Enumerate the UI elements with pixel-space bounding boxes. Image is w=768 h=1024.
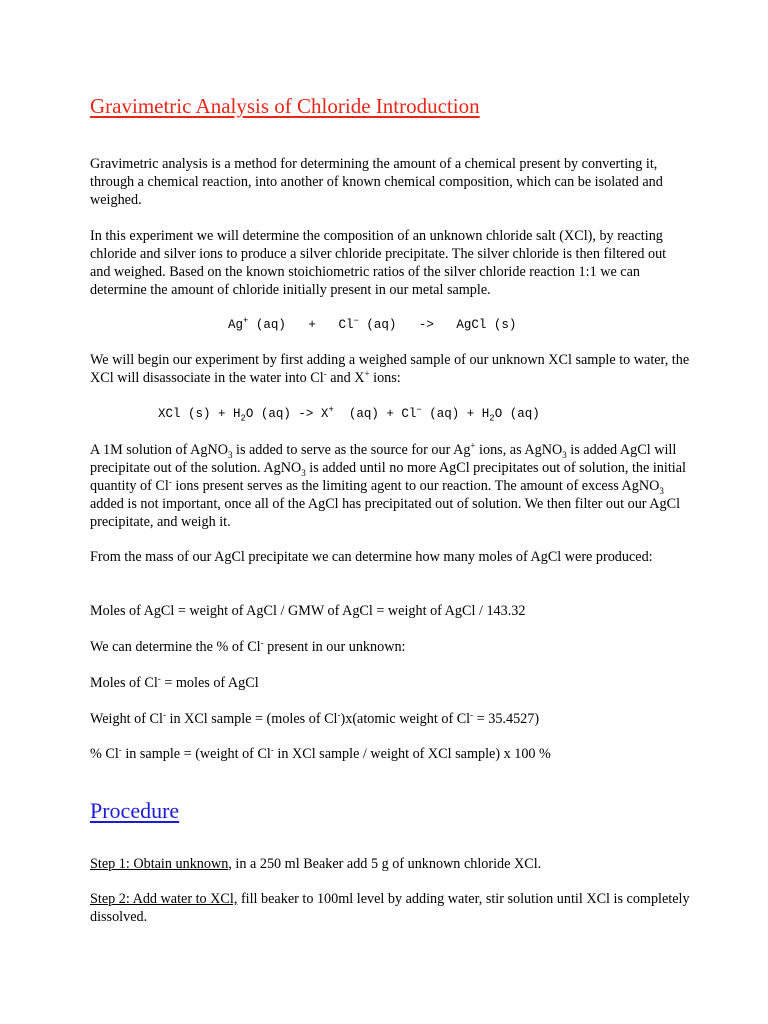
x-charge: + <box>364 368 370 379</box>
weight-cl-a: Weight of Cl <box>90 711 163 727</box>
cl-symbol: Cl <box>338 318 354 332</box>
intro-paragraph: Gravimetric analysis is a method for determining the amount of a chemical present by converting it, through a chemical reaction, into another of known chemical composition, which can be isolated and weighed. <box>90 156 663 208</box>
procedure-title: Procedure <box>90 798 180 823</box>
subscript: 3 <box>227 449 233 460</box>
cl-charge: − <box>416 404 422 415</box>
reaction1-part2: (aq) + <box>248 318 339 332</box>
experiment-paragraph: In this experiment we will determine the composition of an unknown chloride salt (XCl), by reacting chloride and silver ions to produce a silver chloride precipitate. The silver chloride is then filtered out and weighed. Based on the known stoichiometric ratios of the silver chloride reaction 1:1 we can determine the amount of chloride initially present in our metal sample. <box>90 228 667 298</box>
page-title: Gravimetric Analysis of Chloride Introduction <box>90 94 480 118</box>
percent-cl-b: in sample = (weight of Cl <box>121 746 271 762</box>
step-1-label: Step 1: Obtain unknown <box>90 856 229 872</box>
step-2-label: Step 2: Add water to XCl, <box>90 891 238 907</box>
begin-mid: and X <box>326 370 365 386</box>
cl-charge: − <box>353 315 359 326</box>
weight-cl-c: )x(atomic weight of Cl <box>340 711 471 727</box>
agno3-text-4: is added AgCl will precipitate out of the solution. AgNO <box>90 442 677 476</box>
superscript: - <box>162 709 166 720</box>
percent-cl-c: in XCl sample / weight of XCl sample) x 100 % <box>273 746 551 762</box>
begin-end: ions: <box>369 370 401 386</box>
r2-part1: XCl (s) + H <box>158 407 241 421</box>
agno3-text-5: is added until no more AgCl precipitates out of solution, the initial quantity of Cl <box>90 460 686 494</box>
h2o-subscript: 2 <box>240 413 246 424</box>
begin-paragraph <box>90 351 690 387</box>
moles-cl-b: = moles of AgCl <box>160 675 259 691</box>
r2-part2: O (aq) -> X <box>245 407 329 421</box>
agno3-text-2: is added to serve as the source for our Ag <box>232 442 471 458</box>
begin-text: We will begin our experiment by first adding a weighed sample of our unknown XCl sample to water, the XCl will disassociate in the water into Cl <box>90 352 690 386</box>
reaction-equation-2 <box>158 406 540 422</box>
subscript: 3 <box>562 449 567 460</box>
moles-cl-a: Moles of Cl <box>90 675 158 691</box>
reaction1-part3: (aq) -> AgCl (s) <box>358 318 517 332</box>
weight-cl-d: = 35.4527) <box>473 711 540 727</box>
r2-part3: (aq) + Cl <box>333 407 417 421</box>
percent-cl-formula <box>90 745 690 763</box>
percent-cl-a: % Cl <box>90 746 119 762</box>
moles-cl-formula <box>90 674 690 692</box>
agno3-text-3: ions, as AgNO <box>475 442 563 458</box>
percent-intro-b: present in our unknown: <box>263 639 406 655</box>
step-2 <box>90 890 690 926</box>
superscript: - <box>118 744 122 755</box>
x-charge: + <box>328 404 334 415</box>
superscript: - <box>270 744 274 755</box>
agno3-paragraph <box>90 441 690 531</box>
r2-part5: O (aq) <box>494 407 540 421</box>
percent-intro <box>90 638 690 656</box>
step-1 <box>90 855 690 873</box>
step-2-text: fill beaker to 100ml level by adding water, stir solution until XCl is completely dissolved. <box>90 891 690 925</box>
superscript: - <box>337 709 341 720</box>
reaction-equation-1 <box>228 317 516 333</box>
mass-paragraph: From the mass of our AgCl precipitate we can determine how many moles of AgCl were produced: <box>90 549 653 565</box>
step-1-text: , in a 250 ml Beaker add 5 g of unknown chloride XCl. <box>228 856 542 872</box>
superscript: - <box>157 673 161 684</box>
superscript: + <box>470 440 476 451</box>
r2-part4: (aq) + H <box>421 407 490 421</box>
superscript: - <box>168 476 172 487</box>
moles-formula: Moles of AgCl = weight of AgCl / GMW of AgCl = weight of AgCl / 143.32 <box>90 603 526 619</box>
agno3-text-1: A 1M solution of AgNO <box>90 442 228 458</box>
agno3-text-7: added is not important, once all of the AgCl has precipitated out of solution. We then filter out our AgCl precipitate, and weigh it. <box>90 496 681 530</box>
weight-cl-b: in XCl sample = (moles of Cl <box>165 711 338 727</box>
subscript: 3 <box>301 467 306 478</box>
ag-charge: + <box>243 315 249 326</box>
subscript: 3 <box>659 485 664 496</box>
superscript: - <box>470 709 474 720</box>
cl-charge: - <box>323 368 327 379</box>
percent-intro-a: We can determine the % of Cl <box>90 639 261 655</box>
agno3-text-6: ions present serves as the limiting agent to our reaction. The amount of excess AgNO <box>171 478 660 494</box>
superscript: - <box>260 637 264 648</box>
weight-cl-formula <box>90 710 690 728</box>
ag-symbol: Ag <box>228 318 244 332</box>
h2o-subscript-2: 2 <box>489 413 495 424</box>
